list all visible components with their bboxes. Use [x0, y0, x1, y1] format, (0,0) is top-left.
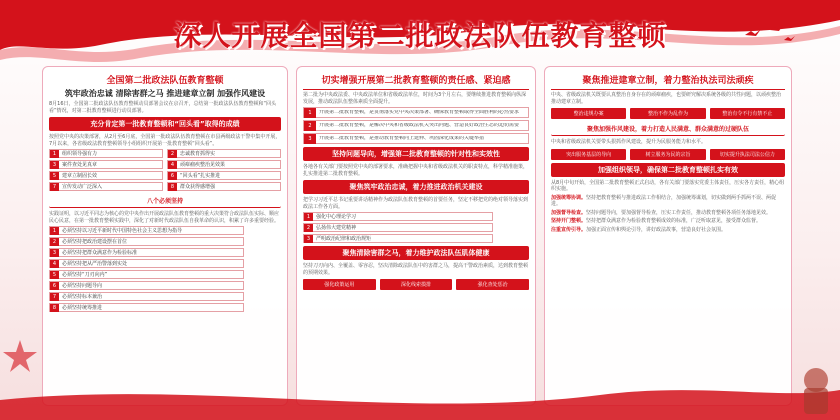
list-item: 1 开展第二批教育整顿，是贯彻落实党中央决策部署、确保教育整顿取得全面胜利的必然要求 — [303, 107, 529, 118]
grid-item: 4 顽瘴痼疾整治见效果 — [167, 160, 281, 169]
right-text-3: 从8月中旬开始，全国第二批教育整顿正式启动，各有关部门要落实党委主体责任，压实各方责任，精心组织实施。 — [551, 179, 785, 192]
right-point-3: 坚持开门整顿。坚持把群众满意作为检验教育整顿成效的标准，广泛听取意见，接受群众监督。 — [551, 218, 762, 224]
list-item: 3 必须坚持把群众满意作为检验标准 — [49, 248, 244, 257]
middle-text-3: 把学习习近平总书记重要讲话精神作为政法队伍教育整顿的首要任务，坚定不移把党的绝对领导落实到政法工作各方面。 — [303, 197, 529, 210]
tag: 强化查处惩治 — [456, 279, 529, 290]
tag: 整治不作为乱作为 — [630, 108, 705, 119]
middle-text-2: 各地各有关部门要按照党中央的部署要求，准确把握中央和省级政法机关的职责特点，科学精准施策，扎实推进第二批教育整顿。 — [303, 164, 529, 177]
left-intro: 8月16日，全国第二批政法队伍教育整顿动员部署会议在京召开，总结第一批政法队伍教育整顿和“回头看”情况，对第二批教育整顿进行动员部署。 — [49, 101, 277, 114]
tag: 树立服务为民的宗旨 — [630, 149, 705, 160]
list-item: 2 弘扬伟大建党精神 — [303, 223, 493, 232]
grid-item: 3 案件查处见真章 — [49, 160, 163, 169]
left-text-1: 按照党中央的决策部署，从2月至6月底，全国第一批政法队伍教育整顿在市县两级政法干警中集中开展，7月以来，各省级政法教育整顿领导小组组织开展第一批教育整顿“回头看”。 — [49, 134, 281, 147]
left-panel — [42, 66, 288, 406]
grid-item: 1 组织领导强有力 — [49, 149, 163, 158]
right-point-1: 加强统筹协调。坚持把教育整顿与推进政法工作相结合，加强统筹谋划，切实做到两手抓两不误、两促进。 — [551, 194, 777, 207]
tag: 强化政策运用 — [303, 279, 376, 290]
tag: 深化线索摸排 — [380, 279, 453, 290]
list-item: 3 严明政治纪律和政治规矩 — [303, 234, 493, 243]
right-bar-1: 聚焦加强作风建设，着力打造人民满意、群众满意的过硬队伍 — [551, 122, 785, 136]
tag: 突出服务基层的导向 — [551, 149, 626, 160]
middle-panel — [296, 66, 536, 406]
political-list — [303, 212, 529, 243]
middle-bar-2: 聚焦筑牢政治忠诚，着力推进政治机关建设 — [303, 180, 529, 194]
left-bar-1: 充分肯定第一批教育整顿和“回头看”取得的成绩 — [49, 117, 281, 131]
right-tags-2 — [551, 149, 785, 160]
middle-text-1: 第二批为中央政法委、中央政法单位和省级政法单位，时间为3个月左右，要继续推进教育整顿向纵深发展，推动政法队伍整体素质全面提升。 — [303, 92, 527, 105]
bottom-wave — [0, 360, 840, 420]
grid-item: 5 建章立制固长效 — [49, 171, 163, 180]
achievement-grid — [49, 149, 281, 191]
left-heading: 全国第二批政法队伍教育整顿 — [106, 76, 224, 86]
list-item: 1 必须坚持以习近平新时代中国特色社会主义思想为指导 — [49, 226, 244, 235]
right-point-2: 加强督导检查。坚持问题导向，要加强督导检查，压实工作责任，推动教育整顿各项任务落地见效。 — [551, 209, 772, 216]
responsibility-list — [303, 107, 529, 144]
grid-item: 6 “回头看”扎实推进 — [167, 171, 281, 180]
list-item: 2 必须坚持把政治建设摆在首位 — [49, 237, 244, 246]
lion-statue-icon — [796, 358, 836, 418]
page-title: 深人开展全国第二批政法队伍教育整顿 — [173, 19, 667, 52]
list-item: 8 必须坚持统筹推进 — [49, 303, 244, 312]
list-item: 2 开展第二批教育整顿，是解决中央和省级政法机关突出问题、营造良好政治生态的迫切需要 — [303, 120, 529, 131]
left-subheading: 筑牢政治忠诚 清除害群之马 推进建章立制 加强作风建设 — [64, 89, 266, 98]
left-bar-2: 八个必须坚持 — [49, 194, 281, 208]
tag: 切实提升执法司法公信力 — [710, 149, 785, 160]
right-bar-2: 加强组织领导，确保第二批教育整顿扎实有效 — [551, 163, 785, 177]
list-item: 5 必须坚持“刀刃向内” — [49, 270, 244, 279]
grid-item: 8 群众获得感增强 — [167, 182, 281, 191]
middle-tags — [303, 279, 529, 290]
right-tags-1 — [551, 108, 785, 119]
grid-item: 2 忠诚教育抓得实 — [167, 149, 281, 158]
middle-bar-1: 坚持问题导向，增强第二批教育整顿的针对性和实效性 — [303, 147, 529, 161]
right-point-4: 注重宣传引导。加强正面宣传和舆论引导，讲好政法故事，营造良好社会氛围。 — [551, 226, 727, 233]
tag: 整治有令不行有禁不止 — [710, 108, 785, 119]
left-text-2: 实践证明，以习近平同志为核心的党中央作出开展政法队伍教育整顿的重大决策符合政法队伍实际、顺应民心民意，在第一批教育整顿实践中，深化了对新时代政法队伍自我革命的认识，积累了许多重要经验。 — [49, 211, 280, 224]
grid-item: 7 宣传发动广泛深入 — [49, 182, 163, 191]
list-item: 6 必须坚持问题导向 — [49, 281, 244, 290]
right-panel — [544, 66, 792, 406]
tag: 整治违规办案 — [551, 108, 626, 119]
right-text-2: 中央和省级政法机关要带头狠抓作风建设，提升为民服务能力和水平。 — [551, 139, 707, 145]
right-title: 聚焦推进建章立制，着力整治执法司法顽疾 — [551, 71, 785, 90]
star-icon — [2, 300, 38, 400]
middle-text-4: 坚持刀刃向内、全覆盖、零容忍，坚决清除政法队伍中的害群之马，提高干警政治素质，达到教育整顿的预期效果。 — [303, 263, 529, 276]
list-item: 3 开展第二批教育整顿，是推动教育整顿向上延伸、巩固深化成果的关键举措 — [303, 133, 529, 144]
eight-musts-list — [49, 226, 281, 312]
middle-title: 切实增强开展第二批教育整顿的责任感、紧迫感 — [303, 71, 529, 90]
list-item: 4 必须坚持把从严治警落到实处 — [49, 259, 244, 268]
list-item: 1 强化中心理论学习 — [303, 212, 493, 221]
list-item: 7 必须坚持标本兼治 — [49, 292, 244, 301]
right-text-1: 中央、省级政法机关既要认真整治自身存在的顽瘴痼疾，也要研究解决系统各级的共性问题，以顽疾整治推动建章立制。 — [551, 92, 782, 105]
middle-bar-3: 聚焦清除害群之马，着力维护政法队伍肌体健康 — [303, 246, 529, 260]
